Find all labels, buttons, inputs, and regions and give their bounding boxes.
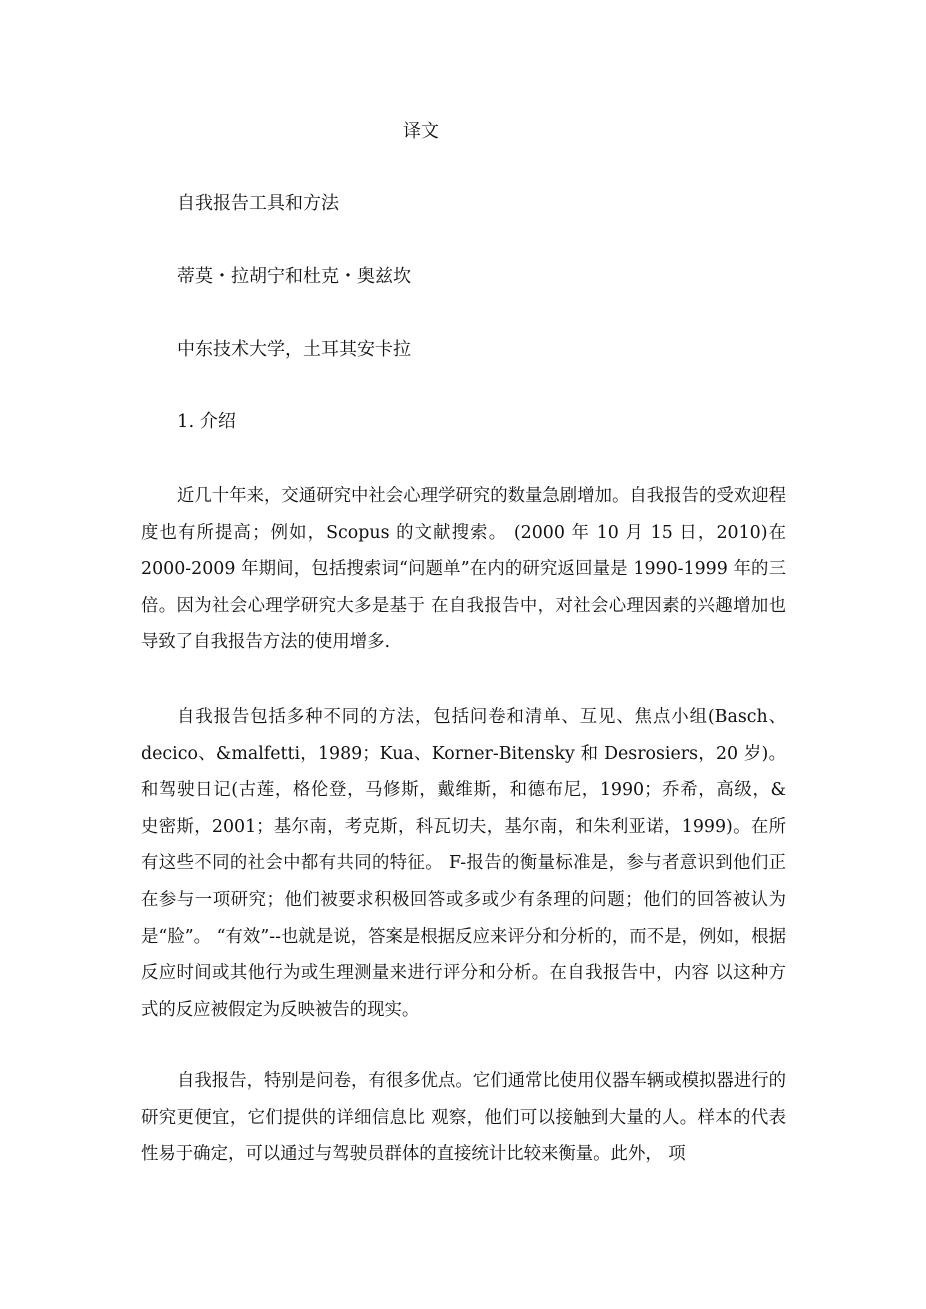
paragraph-1: 近几十年来，交通研究中社会心理学研究的数量急剧增加。自我报告的受欢迎程度也有所提高；例如，Scopus 的文献搜索。 (2000 年 10 月 15 日，2010)在 2000-2009 年期间，包括搜索词“问题单”在内的研究返回量是 1990-1999 年的三倍。因为社会心理学研究大多是基于 在自我报告中，对社会心理因素的兴趣增加也导致了自我报告方法的使用增多. <box>141 486 786 653</box>
section-heading: 1. 介绍 <box>177 411 236 432</box>
paragraph-2: 自我报告包括多种不同的方法，包括问卷和清单、互见、焦点小组(Basch、decico、&malfetti，1989；Kua、Korner-Bitensky 和 Desrosiers，20 岁)。 和驾驶日记(古莲，格伦登，马修斯，戴维斯，和德布尼，1990；乔希，高级，& 史密斯，2001；基尔南，考克斯，科瓦切夫，基尔南，和朱利亚诺，1999)。在所有这些不同的社会中都有共同的特征。 F-报告的衡量标准是，参与者意识到他们正在参与一项研究；他们被要求积极回答或多或少有条理的问题；他们的回答被认为是“脸”。 “有效”--也就是说，答案是根据反应来评分和分析的，而不是，例如，根据反应时间或其他行为或生理测量来进行评分和分析。在自我报告中，内容 以这种方式的反应被假定为反映被告的现实。 <box>141 707 786 1020</box>
affiliation-line: 中东技术大学，土耳其安卡拉 <box>177 339 411 360</box>
paper-subtitle: 自我报告工具和方法 <box>177 193 339 214</box>
authors-line: 蒂莫・拉胡宁和杜克・奥兹坎 <box>177 266 411 287</box>
document-title: 译文 <box>403 121 439 142</box>
paragraph-3: 自我报告，特别是问卷，有很多优点。它们通常比使用仪器车辆或模拟器进行的研究更便宜，它们提供的详细信息比 观察，他们可以接触到大量的人。样本的代表性易于确定，可以通过与驾驶员群体的直接统计比较来衡量。此外， 项 <box>141 1071 786 1165</box>
